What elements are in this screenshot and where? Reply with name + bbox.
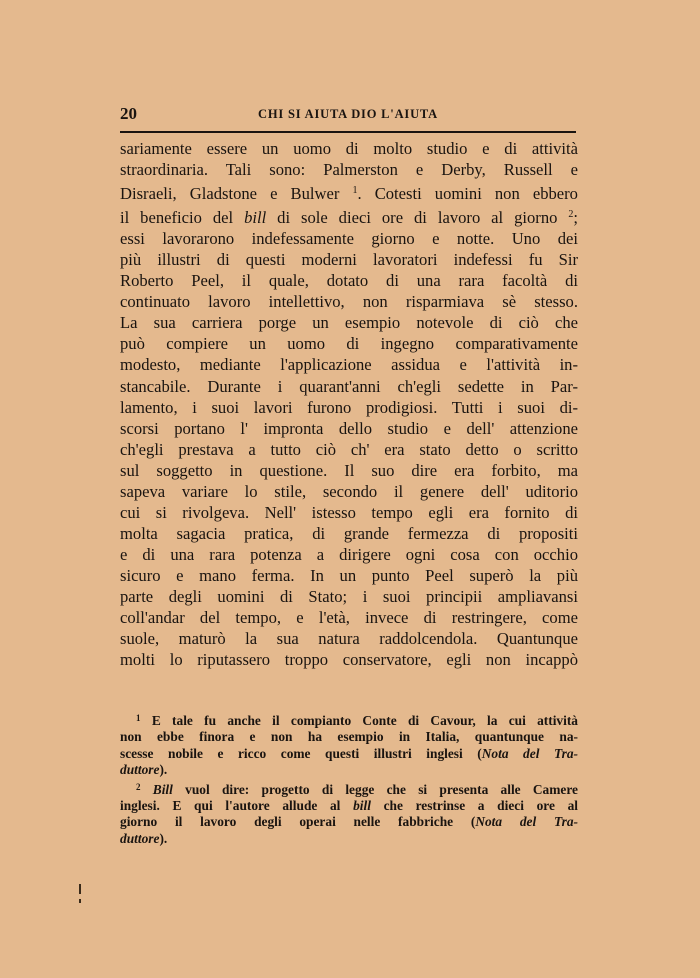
- body-line: può compiere un uomo di ingegno comparativamente: [120, 334, 578, 354]
- footnote-text: inglesi. E qui l'autore allude al: [120, 798, 354, 814]
- footnote-number: 2: [136, 781, 141, 792]
- footnote-text: ).: [159, 830, 168, 846]
- footnote-2-line: [120, 814, 578, 830]
- body-line: La sua carriera porge un esempio notevole di ciò che: [120, 313, 578, 333]
- footnote-number: 1: [136, 713, 141, 723]
- body-line: più illustri di questi moderni lavoratori indefessi fu Sir: [120, 250, 578, 270]
- scan-mark: [79, 899, 81, 903]
- body-line: parte degli uomini di Stato; i suoi principii ampliavansi: [120, 586, 578, 606]
- body-line: stancabile. Durante i quarant'anni ch'egli sedette in Par-: [120, 376, 578, 396]
- footnote-2: [120, 779, 578, 798]
- body-line: scorsi portano l' impronta dello studio e dell' attenzione: [120, 418, 578, 438]
- footnote-text: giorno il lavoro degli operai nelle fabbriche (: [120, 814, 476, 830]
- footnote-ref: 1: [352, 185, 358, 197]
- body-line: coll'andar del tempo, e l'età, invece di restringere, come: [120, 608, 578, 628]
- running-header: [120, 104, 576, 128]
- body-line: essi lavorarono indefessamente giorno e notte. Uno dei: [120, 229, 578, 249]
- body-line: lamento, i suoi lavori furono prodigiosi. Tutti i suoi di-: [120, 397, 578, 417]
- body-line-part: di sole dieci ore di lavoro al giorno: [277, 208, 558, 228]
- body-line: continuato lavoro intellettivo, non risparmiava sè stesso.: [120, 292, 578, 312]
- footnote-ref: 2: [568, 209, 574, 221]
- footnote-text: E tale fu anche il compianto Conte di Cavour, la cui attività: [151, 713, 579, 728]
- footnote-italic: Nota del Tra-: [481, 745, 578, 761]
- body-line: e di una rara potenza a dirigere ogni cosa con occhio: [120, 544, 578, 564]
- footnote-text: vuol dire: progetto di legge che si presenta alle Camere: [172, 781, 578, 797]
- body-line: [120, 204, 578, 228]
- body-line: sicuro e mano ferma. In un punto Peel superò la più: [120, 565, 578, 585]
- body-line: sariamente essere un uomo di molto studio e di attività: [120, 139, 578, 158]
- body-line: Roberto Peel, il quale, dotato di una rara facoltà di: [120, 271, 578, 291]
- body-line: sapeva variare lo stile, secondo il genere dell' uditorio: [120, 481, 578, 501]
- body-line: sul soggetto in questione. Il suo dire era forbito, ma: [120, 460, 578, 480]
- body-text: [120, 138, 578, 670]
- body-line-part: il beneficio del: [120, 208, 234, 228]
- body-line: cui si rivolgeva. Nell' istesso tempo egli era fornito di: [120, 502, 578, 522]
- footnote-text: scesse nobile e ricco come questi illustri inglesi (: [120, 745, 482, 761]
- footnotes: [120, 710, 578, 847]
- footnote-italic: Nota del Tra-: [475, 814, 578, 830]
- footnote-1-line: non ebbe finora e non ha esempio in Italia, quantunque na-: [120, 729, 578, 745]
- body-line: molti lo riputassero troppo conservatore, egli non incappò: [120, 650, 578, 670]
- running-title: CHI SI AIUTA DIO L'AIUTA: [258, 107, 438, 121]
- body-line: suole, maturò la sua natura raddolcendola. Quantunque: [120, 629, 578, 649]
- footnote-2-line: [120, 798, 578, 814]
- header-rule: [120, 131, 576, 133]
- footnote-italic: duttore: [120, 830, 160, 846]
- footnote-italic: Bill: [152, 781, 173, 797]
- body-line: ch'egli prestava a tutto ciò ch' era stato detto o scritto: [120, 439, 578, 459]
- scan-mark: [79, 884, 81, 894]
- footnote-italic: bill: [353, 798, 371, 814]
- footnote-italic: duttore: [120, 762, 160, 778]
- body-line: [120, 180, 578, 204]
- body-line-part: . Cotesti uomini non ebbero: [357, 184, 578, 204]
- page-number: 20: [120, 104, 137, 123]
- body-line: modesto, mediante l'applicazione assidua e l'attività in-: [120, 355, 578, 375]
- body-line-part: Disraeli, Gladstone e Bulwer: [120, 184, 340, 204]
- body-line-part: ;: [573, 208, 578, 228]
- footnote-text: che restrinse a dieci ore al: [370, 798, 578, 814]
- body-line: molta sagacia pratica, di grande fermezza di propositi: [120, 523, 578, 543]
- body-line: straordinaria. Tali sono: Palmerston e Derby, Russell e: [120, 160, 578, 180]
- body-line-italic: bill: [244, 208, 267, 228]
- footnote-1: [120, 710, 578, 729]
- footnote-2-line: [120, 831, 578, 847]
- footnote-1-line: [120, 762, 578, 778]
- footnote-text: ).: [159, 762, 168, 778]
- footnote-1-line: [120, 746, 578, 762]
